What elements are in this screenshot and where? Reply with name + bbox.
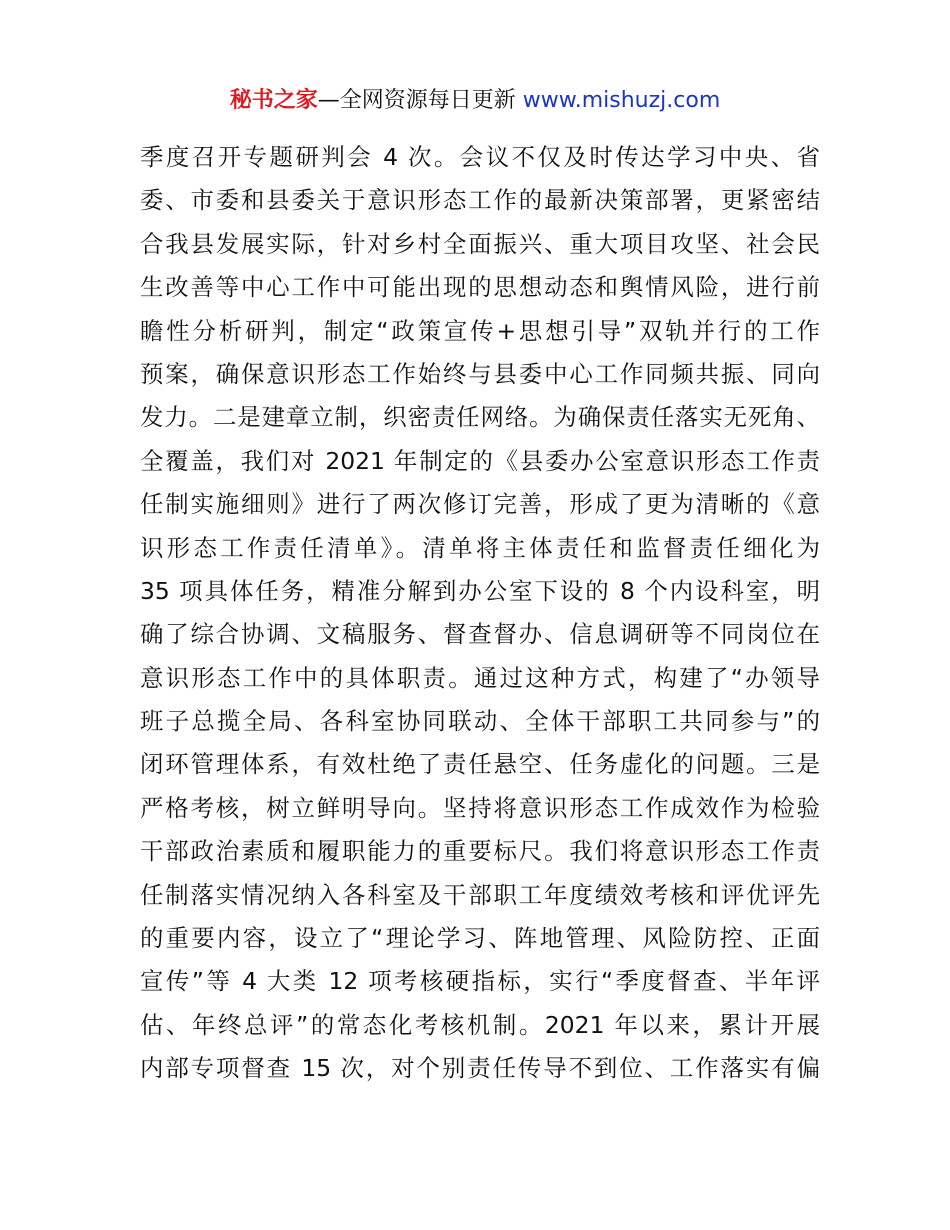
- text-line: 内部专项督查 15 次，对个别责任传导不到位、工作落实有偏: [140, 1054, 820, 1083]
- text-line: 任制实施细则》进行了两次修订完善，形成了更为清晰的《意: [140, 490, 820, 519]
- page-header: [0, 86, 950, 116]
- text-line: 识形态工作责任清单》。清单将主体责任和监督责任细化为: [140, 533, 820, 562]
- text-line: 闭环管理体系，有效杜绝了责任悬空、任务虚化的问题。三是: [140, 750, 820, 779]
- text-line: 全覆盖，我们对 2021 年制定的《县委办公室意识形态工作责: [140, 446, 820, 475]
- text-line: 季度召开专题研判会 4 次。会议不仅及时传达学习中央、省: [140, 143, 820, 171]
- site-url-link[interactable]: www.mishuzj.com: [522, 88, 721, 113]
- text-line: 干部政治素质和履职能力的重要标尺。我们将意识形态工作责: [140, 837, 820, 866]
- text-line: 估、年终总评”的常态化考核机制。2021 年以来，累计开展: [140, 1010, 820, 1039]
- header-tagline: —全网资源每日更新: [317, 88, 523, 113]
- text-line: 委、市委和县委关于意识形态工作的最新决策部署，更紧密结: [140, 186, 820, 215]
- text-line: 瞻性分析研判，制定“政策宣传+思想引导”双轨并行的工作: [140, 316, 820, 345]
- text-line: 生改善等中心工作中可能出现的思想动态和舆情风险，进行前: [140, 273, 820, 302]
- text-line: 宣传”等 4 大类 12 项考核硬指标，实行“季度督查、半年评: [140, 967, 820, 996]
- text-line: 确了综合协调、文稿服务、督查督办、信息调研等不同岗位在: [140, 620, 820, 649]
- text-line: 35 项具体任务，精准分解到办公室下设的 8 个内设科室，明: [140, 576, 820, 605]
- text-line: 的重要内容，设立了“理论学习、阵地管理、风险防控、正面: [140, 924, 820, 953]
- text-line: 意识形态工作中的具体职责。通过这种方式，构建了“办领导: [140, 663, 820, 692]
- document-body: [140, 136, 820, 1091]
- text-line: 任制落实情况纳入各科室及干部职工年度绩效考核和评优评先: [140, 880, 820, 909]
- text-line: 发力。二是建章立制，织密责任网络。为确保责任落实无死角、: [140, 403, 820, 432]
- text-line: 严格考核，树立鲜明导向。坚持将意识形态工作成效作为检验: [140, 793, 820, 822]
- brand-name: 秘书之家: [229, 88, 318, 113]
- text-line: 合我县发展实际，针对乡村全面振兴、重大项目攻坚、社会民: [140, 229, 820, 258]
- text-line: 班子总揽全局、各科室协同联动、全体干部职工共同参与”的: [140, 707, 820, 736]
- text-line: 预案，确保意识形态工作始终与县委中心工作同频共振、同向: [140, 359, 820, 388]
